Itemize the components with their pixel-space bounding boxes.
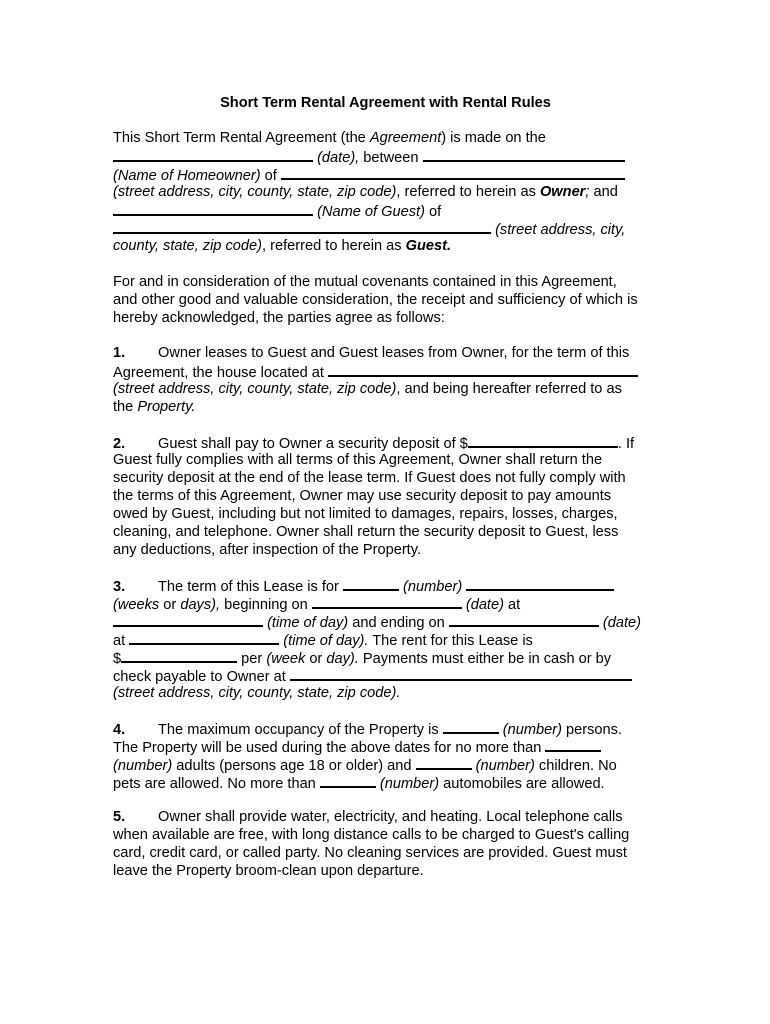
rent-amount-blank[interactable]	[121, 648, 237, 663]
guest-address-blank[interactable]	[113, 219, 491, 234]
section-1: 1. Owner leases to Guest and Guest leases from Owner, for the term of this Agreement, the house located at (street address, city, county, state, zip code), and being hereafter referred to as the Property.	[113, 344, 658, 416]
start-date-blank[interactable]	[312, 594, 462, 609]
term-unit-blank[interactable]	[466, 576, 614, 591]
document-title: Short Term Rental Agreement with Rental Rules	[220, 95, 551, 111]
section-4: 4. The maximum occupancy of the Property is (number) persons. The Property will be used during the above dates for no more than (number) adults (persons age 18 or older) and (number) children. No pets are allowed. No more than (number) automobiles are allowed.	[113, 719, 658, 791]
intro-paragraph: This Short Term Rental Agreement (the Agreement) is made on the (date), between (Name of Homeowner) of (street address, city, county, state, zip code), referred to herein as Owner; and (Name of Guest) of (street address, city, county, state, zip code), referred to herein as Guest.	[113, 130, 626, 254]
max-occupancy-blank[interactable]	[443, 719, 499, 734]
term-number-blank[interactable]	[343, 576, 399, 591]
end-time-blank[interactable]	[129, 630, 279, 645]
automobiles-blank[interactable]	[320, 773, 376, 788]
property-address-blank[interactable]	[328, 362, 638, 377]
homeowner-address-blank[interactable]	[281, 165, 625, 180]
end-date-blank[interactable]	[449, 612, 599, 627]
date-blank[interactable]	[113, 147, 313, 162]
section-2: 2. Guest shall pay to Owner a security deposit of $ . If Guest fully complies with all terms of this Agreement, Owner shall return the security deposit at the end of the lease term. If Guest does not fully comply with the terms of this Agreement, Owner may use security deposit to pay amounts owed by Guest, including but not limited to damages, repairs, losses, charges, cleaning, and telephone. Owner shall return the security deposit to Guest, less any deductions, after inspection of the Property.	[113, 433, 658, 559]
adults-blank[interactable]	[545, 737, 601, 752]
section-5: 5. Owner shall provide water, electricity, and heating. Local telephone calls when available are free, with long distance calls to be charged to Guest's calling card, credit card, or called party. No cleaning services are provided. Guest must leave the Property broom-clean upon departure.	[113, 809, 630, 879]
guest-name-blank[interactable]	[113, 201, 313, 216]
security-deposit-blank[interactable]	[468, 433, 618, 448]
start-time-blank[interactable]	[113, 612, 263, 627]
consideration-paragraph: For and in consideration of the mutual covenants contained in this Agreement, and other good and valuable consideration, the receipt and sufficiency of which is hereby acknowledged, the parties agree as follows:	[113, 274, 638, 326]
section-3: 3. The term of this Lease is for (number) (weeks or days), beginning on (date) at (time of day) and ending on (date) at (time of day). The rent for this Lease is $ per (week or day). Payments must either be in cash or by check payable to Owner at (street address, city, county, state, zip code).	[113, 576, 658, 702]
homeowner-name-blank[interactable]	[423, 147, 625, 162]
children-blank[interactable]	[416, 755, 472, 770]
payment-address-blank[interactable]	[290, 666, 632, 681]
